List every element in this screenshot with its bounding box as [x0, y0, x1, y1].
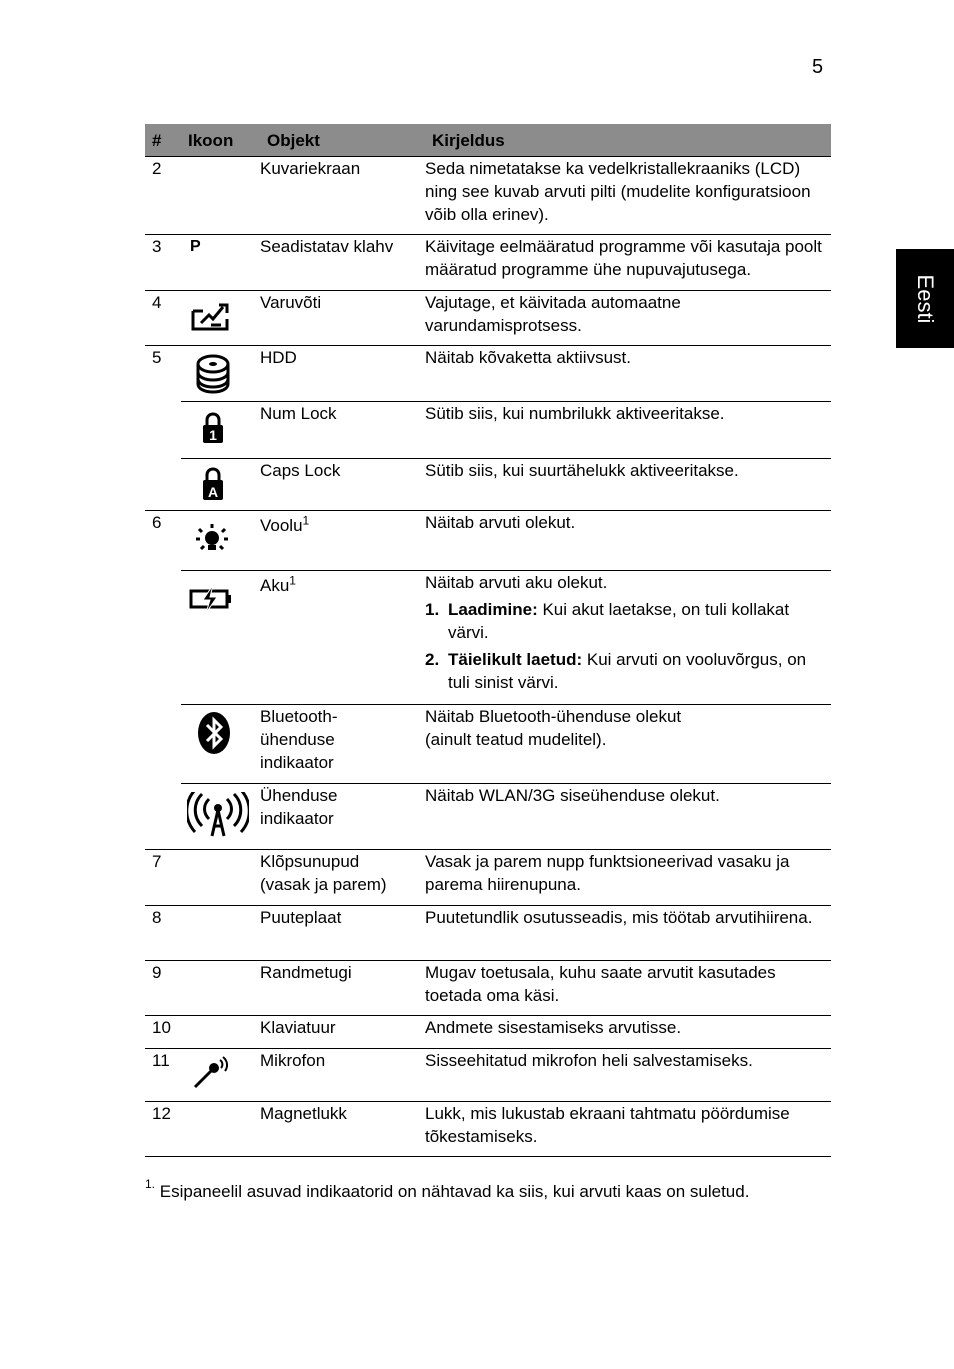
- row-object: Klõpsunupud (vasak ja parem): [260, 850, 425, 906]
- row-num: 4: [145, 291, 181, 346]
- row-object: Ühenduse indikaator: [260, 784, 425, 850]
- footnote-ref: 1: [289, 573, 296, 588]
- p-key-icon: P: [190, 238, 201, 255]
- row-num: 5: [152, 348, 162, 367]
- table-row: [145, 235, 831, 291]
- svg-text:1: 1: [209, 427, 217, 443]
- table-row: [145, 1016, 831, 1049]
- header-icon: Ikoon: [181, 124, 260, 157]
- table-row: [145, 1102, 831, 1157]
- row-num: 10: [145, 1016, 181, 1049]
- row-num: 8: [145, 906, 181, 961]
- row-object: [260, 571, 425, 705]
- wireless-icon: [187, 792, 249, 838]
- table-row: [145, 571, 831, 705]
- component-table: [145, 124, 831, 1157]
- table-row: [145, 1049, 831, 1102]
- header-num: #: [145, 124, 181, 157]
- row-num: 7: [145, 850, 181, 906]
- object-label: Aku: [260, 576, 290, 595]
- list-item: 2. Täielikult laetud: Kui arvuti on vooluvõrgus, on tuli sinist värvi.: [425, 650, 807, 692]
- row-description: Sütib siis, kui numbrilukk aktiveeritakse.: [425, 402, 831, 459]
- row-description: Seda nimetatakse ka vedelkristallekraaniks (LCD) ning see kuvab arvuti pilti (mudelite konfiguratsioon võib olla erinev).: [425, 157, 831, 235]
- num-lock-icon: [201, 412, 225, 444]
- table-row: [145, 346, 831, 402]
- row-object: Varuvõti: [260, 291, 425, 346]
- row-object: [260, 511, 425, 571]
- footnote-marker: 1.: [145, 1177, 156, 1192]
- row-object: Magnetlukk: [260, 1102, 425, 1157]
- row-object: Mikrofon: [260, 1049, 425, 1102]
- power-icon: [195, 523, 229, 557]
- table-row: [145, 157, 831, 235]
- microphone-icon: [191, 1055, 231, 1091]
- language-tab: [896, 249, 954, 348]
- footnote-text: Esipaneelil asuvad indikaatorid on nähtavad ka siis, kui arvuti kaas on suletud.: [159, 1182, 750, 1201]
- bluetooth-icon: [197, 711, 231, 755]
- row-description: Puutetundlik osutusseadis, mis töötab arvutihiirena.: [425, 906, 831, 961]
- table-row: [145, 291, 831, 346]
- row-object: Kuvariekraan: [260, 157, 425, 235]
- row-object: Randmetugi: [260, 961, 425, 1016]
- row-object: Puuteplaat: [260, 906, 425, 961]
- row-description: Näitab Bluetooth-ühenduse olekut (ainult teatud mudelitel).: [425, 705, 831, 784]
- battery-icon: [189, 583, 233, 615]
- row-description: [425, 571, 831, 705]
- header-description: Kirjeldus: [425, 124, 831, 157]
- table-row: [145, 850, 831, 906]
- row-num: 9: [145, 961, 181, 1016]
- row-description: Näitab kõvaketta aktiivsust.: [425, 346, 831, 402]
- row-num: 3: [145, 235, 181, 291]
- table-row: [145, 784, 831, 850]
- description-text: Näitab arvuti aku olekut.: [425, 573, 608, 592]
- row-description: Näitab WLAN/3G siseühenduse olekut.: [425, 784, 831, 850]
- table-row: [145, 906, 831, 961]
- row-object: HDD: [260, 346, 425, 402]
- row-description: Sütib siis, kui suurtähelukk aktiveeritakse.: [425, 459, 831, 511]
- footnote: [145, 1177, 750, 1202]
- row-description: Sisseehitatud mikrofon heli salvestamiseks.: [425, 1049, 831, 1102]
- object-label: Voolu: [260, 516, 303, 535]
- table-header-row: [145, 124, 831, 157]
- row-description: Vajutage, et käivitada automaatne varundamisprotsess.: [425, 291, 831, 346]
- row-description: Lukk, mis lukustab ekraani tahtmatu pöördumise tõkestamiseks.: [425, 1102, 831, 1157]
- row-num: 11: [145, 1049, 181, 1102]
- svg-text:A: A: [207, 484, 219, 500]
- table-row: [145, 705, 831, 784]
- row-description: Mugav toetusala, kuhu saate arvutit kasutades toetada oma käsi.: [425, 961, 831, 1016]
- row-num: 2: [145, 157, 181, 235]
- row-num: 12: [145, 1102, 181, 1157]
- language-tab-label: Eesti: [913, 274, 938, 323]
- row-object: Caps Lock: [260, 459, 425, 511]
- table-row: [145, 961, 831, 1016]
- table-row: [145, 511, 831, 571]
- caps-lock-icon: [201, 467, 225, 501]
- row-object: Klaviatuur: [260, 1016, 425, 1049]
- row-object: Num Lock: [260, 402, 425, 459]
- list-item: 1. Laadimine: Kui akut laetakse, on tuli kollakat värvi.: [425, 600, 790, 642]
- table-row: [145, 402, 831, 459]
- status-list: [425, 598, 831, 694]
- row-num: 6: [152, 513, 162, 532]
- footnote-ref: 1: [302, 513, 310, 528]
- row-object: Bluetooth- ühenduse indikaator: [260, 705, 425, 784]
- hdd-icon: [195, 354, 231, 394]
- row-description: Käivitage eelmääratud programme või kasutaja poolt määratud programme ühe nupuvajutusega.: [425, 235, 831, 291]
- row-description: Näitab arvuti olekut.: [425, 511, 831, 571]
- row-object: Seadistatav klahv: [260, 235, 425, 291]
- row-description: Andmete sisestamiseks arvutisse.: [425, 1016, 831, 1049]
- row-description: Vasak ja parem nupp funktsioneerivad vasaku ja parema hiirenupuna.: [425, 850, 831, 906]
- page-number: 5: [812, 56, 824, 78]
- table-row: [145, 459, 831, 511]
- backup-key-icon: [189, 301, 233, 333]
- header-object: Objekt: [260, 124, 425, 157]
